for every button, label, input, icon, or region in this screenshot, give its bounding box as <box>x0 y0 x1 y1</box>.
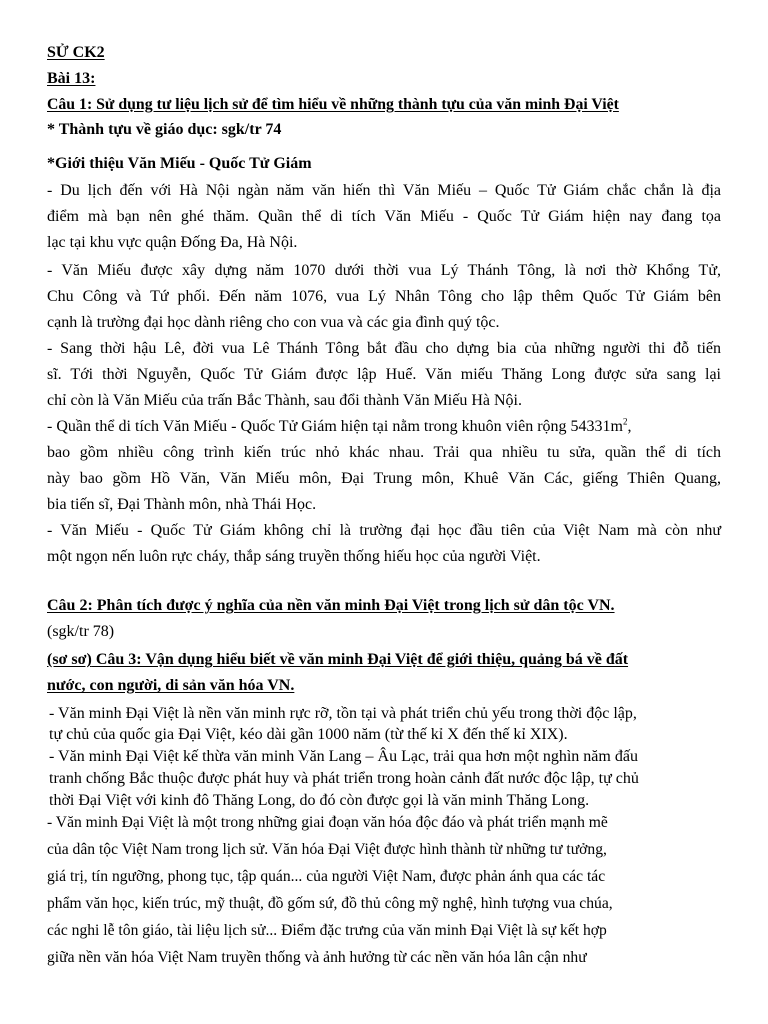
van-mieu-heading: *Giới thiệu Văn Miếu - Quốc Tử Giám <box>47 155 312 172</box>
lesson-heading: Bài 13: <box>47 70 96 87</box>
paragraph-line: điểm mà bạn nên ghé thăm. Quần thể di tích Văn Miếu - Quốc Tử Giám hiện nay đang tọa <box>47 208 721 225</box>
paragraph-line: - Du lịch đến với Hà Nội ngàn năm văn hiến thì Văn Miếu – Quốc Tử Giám chắc chắn là địa <box>47 182 721 199</box>
paragraph-line: Chu Công và Tứ phối. Đến năm 1076, vua Lý Nhân Tông cho lập thêm Quốc Tử Giám bên <box>47 288 721 305</box>
paragraph-line: - Văn minh Đại Việt là một trong những giai đoạn văn hóa độc đáo và phát triển mạnh mẽ <box>47 814 608 831</box>
area-unit-superscript: 2 <box>622 416 628 427</box>
paragraph-line: tự chủ của quốc gia Đại Việt, kéo dài gần 1000 năm (từ thế kỉ X đến thế kỉ XIX). <box>49 726 568 743</box>
area-comma: , <box>627 418 632 435</box>
question-3-prefix: (sơ sơ) <box>47 651 92 668</box>
education-achievement-heading: * Thành tựu về giáo dục: sgk/tr 74 <box>47 121 282 138</box>
paragraph-line: lạc tại khu vực quận Đống Đa, Hà Nội. <box>47 234 298 251</box>
paragraph-line: bao gồm nhiều công trình kiến trúc nhỏ khác nhau. Trải qua nhiều tu sửa, quần thể di tích <box>47 444 721 461</box>
subject-heading: SỬ CK2 <box>47 44 105 61</box>
paragraph-line: - Văn minh Đại Việt kế thừa văn minh Văn Lang – Âu Lạc, trải qua hơn một nghìn năm đấu <box>49 748 638 765</box>
question-2-title: Câu 2: Phân tích được ý nghĩa của nền văn minh Đại Việt trong lịch sử dân tộc VN. <box>47 597 615 614</box>
paragraph-line <box>47 418 631 436</box>
paragraph-line: sĩ. Tới thời Nguyễn, Quốc Tử Giám được lập Huế. Văn miếu Thăng Long được sửa sang lại <box>47 366 721 383</box>
paragraph-line: - Văn minh Đại Việt là nền văn minh rực rỡ, tồn tại và phát triển chủ yếu trong thời độc lập, <box>49 705 637 722</box>
paragraph-line: cạnh là trường đại học dành riêng cho con vua và các gia đình quý tộc. <box>47 314 500 331</box>
paragraph-line: này bao gồm Hồ Văn, Văn Miếu môn, Đại Trung môn, Khuê Văn Các, giếng Thiên Quang, <box>47 470 721 487</box>
paragraph-line: một ngọn nến luôn rực cháy, thắp sáng truyền thống hiếu học của người Việt. <box>47 548 541 565</box>
paragraph-line: bia tiến sĩ, Đại Thành môn, nhà Thái Học. <box>47 496 317 513</box>
paragraph-line: - Văn Miếu được xây dựng năm 1070 dưới thời vua Lý Thánh Tông, là nơi thờ Khổng Tử, <box>47 262 721 279</box>
paragraph-line: tranh chống Bắc thuộc được phát huy và phát triển trong hoàn cảnh đất nước độc lập, tự chủ <box>49 770 639 787</box>
question-3-title-text: Câu 3: Vận dụng hiểu biết về văn minh Đại Việt để giới thiệu, quảng bá về đất <box>91 651 629 668</box>
paragraph-line: giữa nền văn hóa Việt Nam truyền thống và ảnh hưởng từ các nền văn hóa lân cận như <box>47 949 587 966</box>
question-3-title-line-2: nước, con người, di sản văn hóa VN. <box>47 677 295 694</box>
paragraph-line: các nghi lễ tôn giáo, tài liệu lịch sử... Điểm đặc trưng của văn minh Đại Việt là sự kết hợp <box>47 922 607 939</box>
paragraph-line: - Sang thời hậu Lê, đời vua Lê Thánh Tông bắt đầu cho dựng bia của những người thi đỗ tiến <box>47 340 721 357</box>
paragraph-line: của dân tộc Việt Nam trong lịch sử. Văn hóa Đại Việt được hình thành từ những tư tưởng, <box>47 841 607 858</box>
question-1-title: Câu 1: Sử dụng tư liệu lịch sử để tìm hiểu về những thành tựu của văn minh Đại Việt <box>47 96 619 113</box>
paragraph-line: thời Đại Việt với kinh đô Thăng Long, do đó còn được gọi là văn minh Thăng Long. <box>49 792 590 809</box>
question-3-title <box>47 651 628 669</box>
paragraph-line: giá trị, tín ngưỡng, phong tục, tập quán... của người Việt Nam, được phản ánh qua các tác <box>47 868 606 885</box>
paragraph-line: chỉ còn là Văn Miếu của trấn Bắc Thành, sau đổi thành Văn Miếu Hà Nội. <box>47 392 522 409</box>
area-text: - Quần thể di tích Văn Miếu - Quốc Tử Giám hiện tại nằm trong khuôn viên rộng 54331m <box>47 418 623 435</box>
question-2-reference: (sgk/tr 78) <box>47 623 115 640</box>
paragraph-line: phẩm văn học, kiến trúc, mỹ thuật, đồ gốm sứ, đồ thủ công mỹ nghệ, hình tượng vua chúa, <box>47 895 613 912</box>
paragraph-line: - Văn Miếu - Quốc Tử Giám không chỉ là trường đại học đầu tiên của Việt Nam mà còn như <box>47 522 721 539</box>
